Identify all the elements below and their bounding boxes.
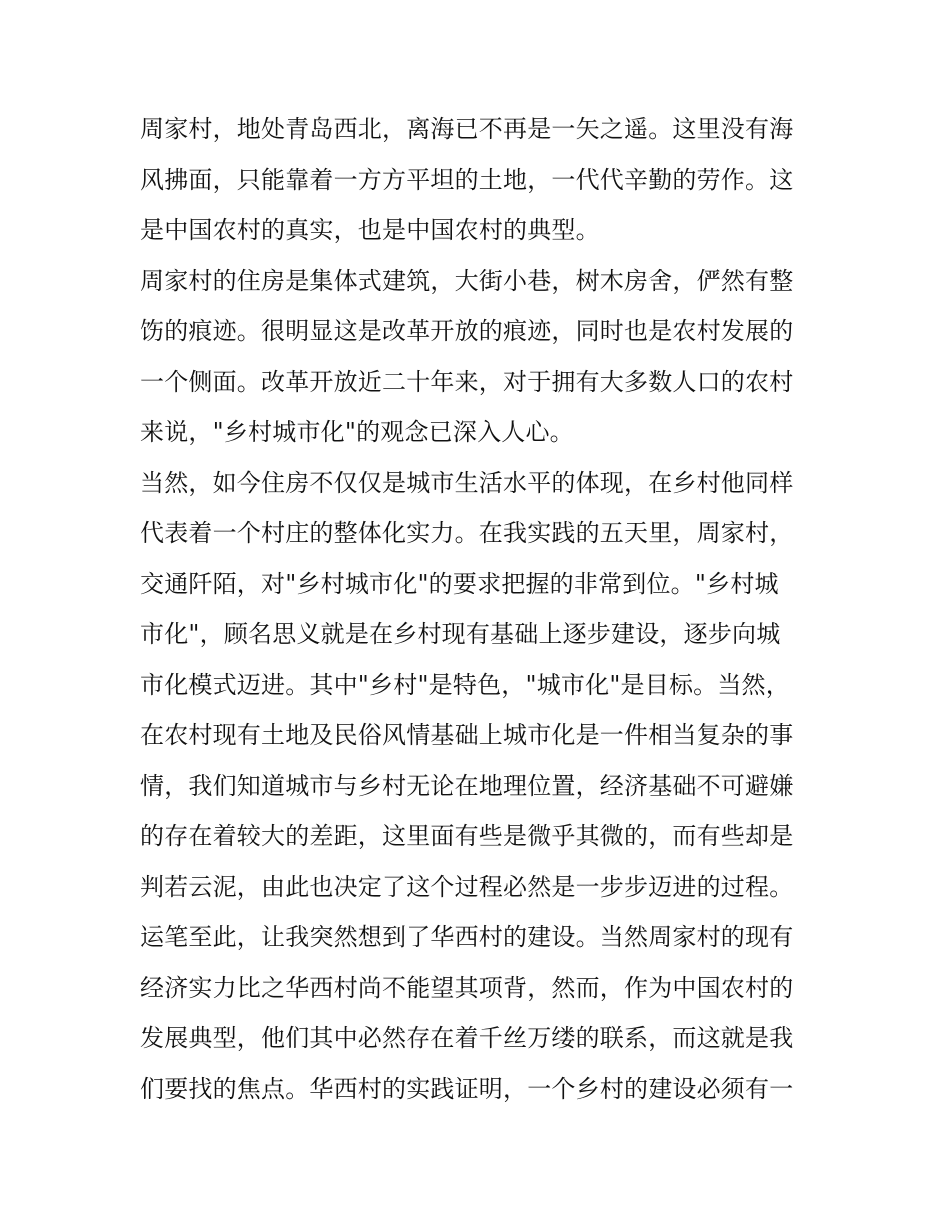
text-line-5: 饬的痕迹。很明显这是改革开放的痕迹，同时也是农村发展的 — [140, 317, 794, 345]
text-line-9: 代表着一个村庄的整体化实力。在我实践的五天里，周家村， — [140, 519, 794, 547]
text-line-6: 一个侧面。改革开放近二十年来，对于拥有大多数人口的农村 — [140, 367, 794, 396]
text-line-14: 情，我们知道城市与乡村无论在地理位置，经济基础不可避嫌 — [140, 771, 794, 800]
text-line-3: 是中国农村的真实，也是中国农村的典型。 — [140, 216, 600, 244]
text-line-16: 判若云泥，由此也决定了这个过程必然是一步步迈进的过程。 — [140, 872, 794, 901]
text-line-17: 运笔至此，让我突然想到了华西村的建设。当然周家村的现有 — [140, 923, 794, 951]
text-line-20: 们要找的焦点。华西村的实践证明，一个乡村的建设必须有一 — [140, 1074, 794, 1103]
text-line-11: 市化"，顾名思义就是在乡村现有基础上逐步建设，逐步向城 — [140, 620, 781, 648]
body-text — [140, 104, 820, 1114]
text-line-15: 的存在着较大的差距，这里面有些是微乎其微的，而有些却是 — [140, 822, 794, 850]
text-line-4: 周家村的住房是集体式建筑，大街小巷，树木房舍，俨然有整 — [140, 266, 794, 295]
text-line-12: 市化模式迈进。其中"乡村"是特色，"城市化"是目标。当然， — [140, 670, 790, 699]
text-line-1: 周家村，地处青岛西北，离海已不再是一矢之遥。这里没有海 — [140, 115, 794, 143]
text-line-19: 发展典型，他们其中必然存在着千丝万缕的联系，而这就是我 — [140, 1024, 794, 1052]
text-line-13: 在农村现有土地及民俗风情基础上城市化是一件相当复杂的事 — [140, 721, 794, 749]
text-line-7: 来说，"乡村城市化"的观念已深入人心。 — [140, 418, 574, 446]
text-line-18: 经济实力比之华西村尚不能望其项背，然而，作为中国农村的 — [140, 973, 794, 1002]
text-line-10: 交通阡陌，对"乡村城市化"的要求把握的非常到位。"乡村城 — [140, 569, 779, 598]
text-line-8: 当然，如今住房不仅仅是城市生活水平的体现，在乡村他同样 — [140, 468, 794, 497]
text-line-2: 风拂面，只能靠着一方方平坦的土地，一代代辛勤的劳作。这 — [140, 165, 794, 194]
